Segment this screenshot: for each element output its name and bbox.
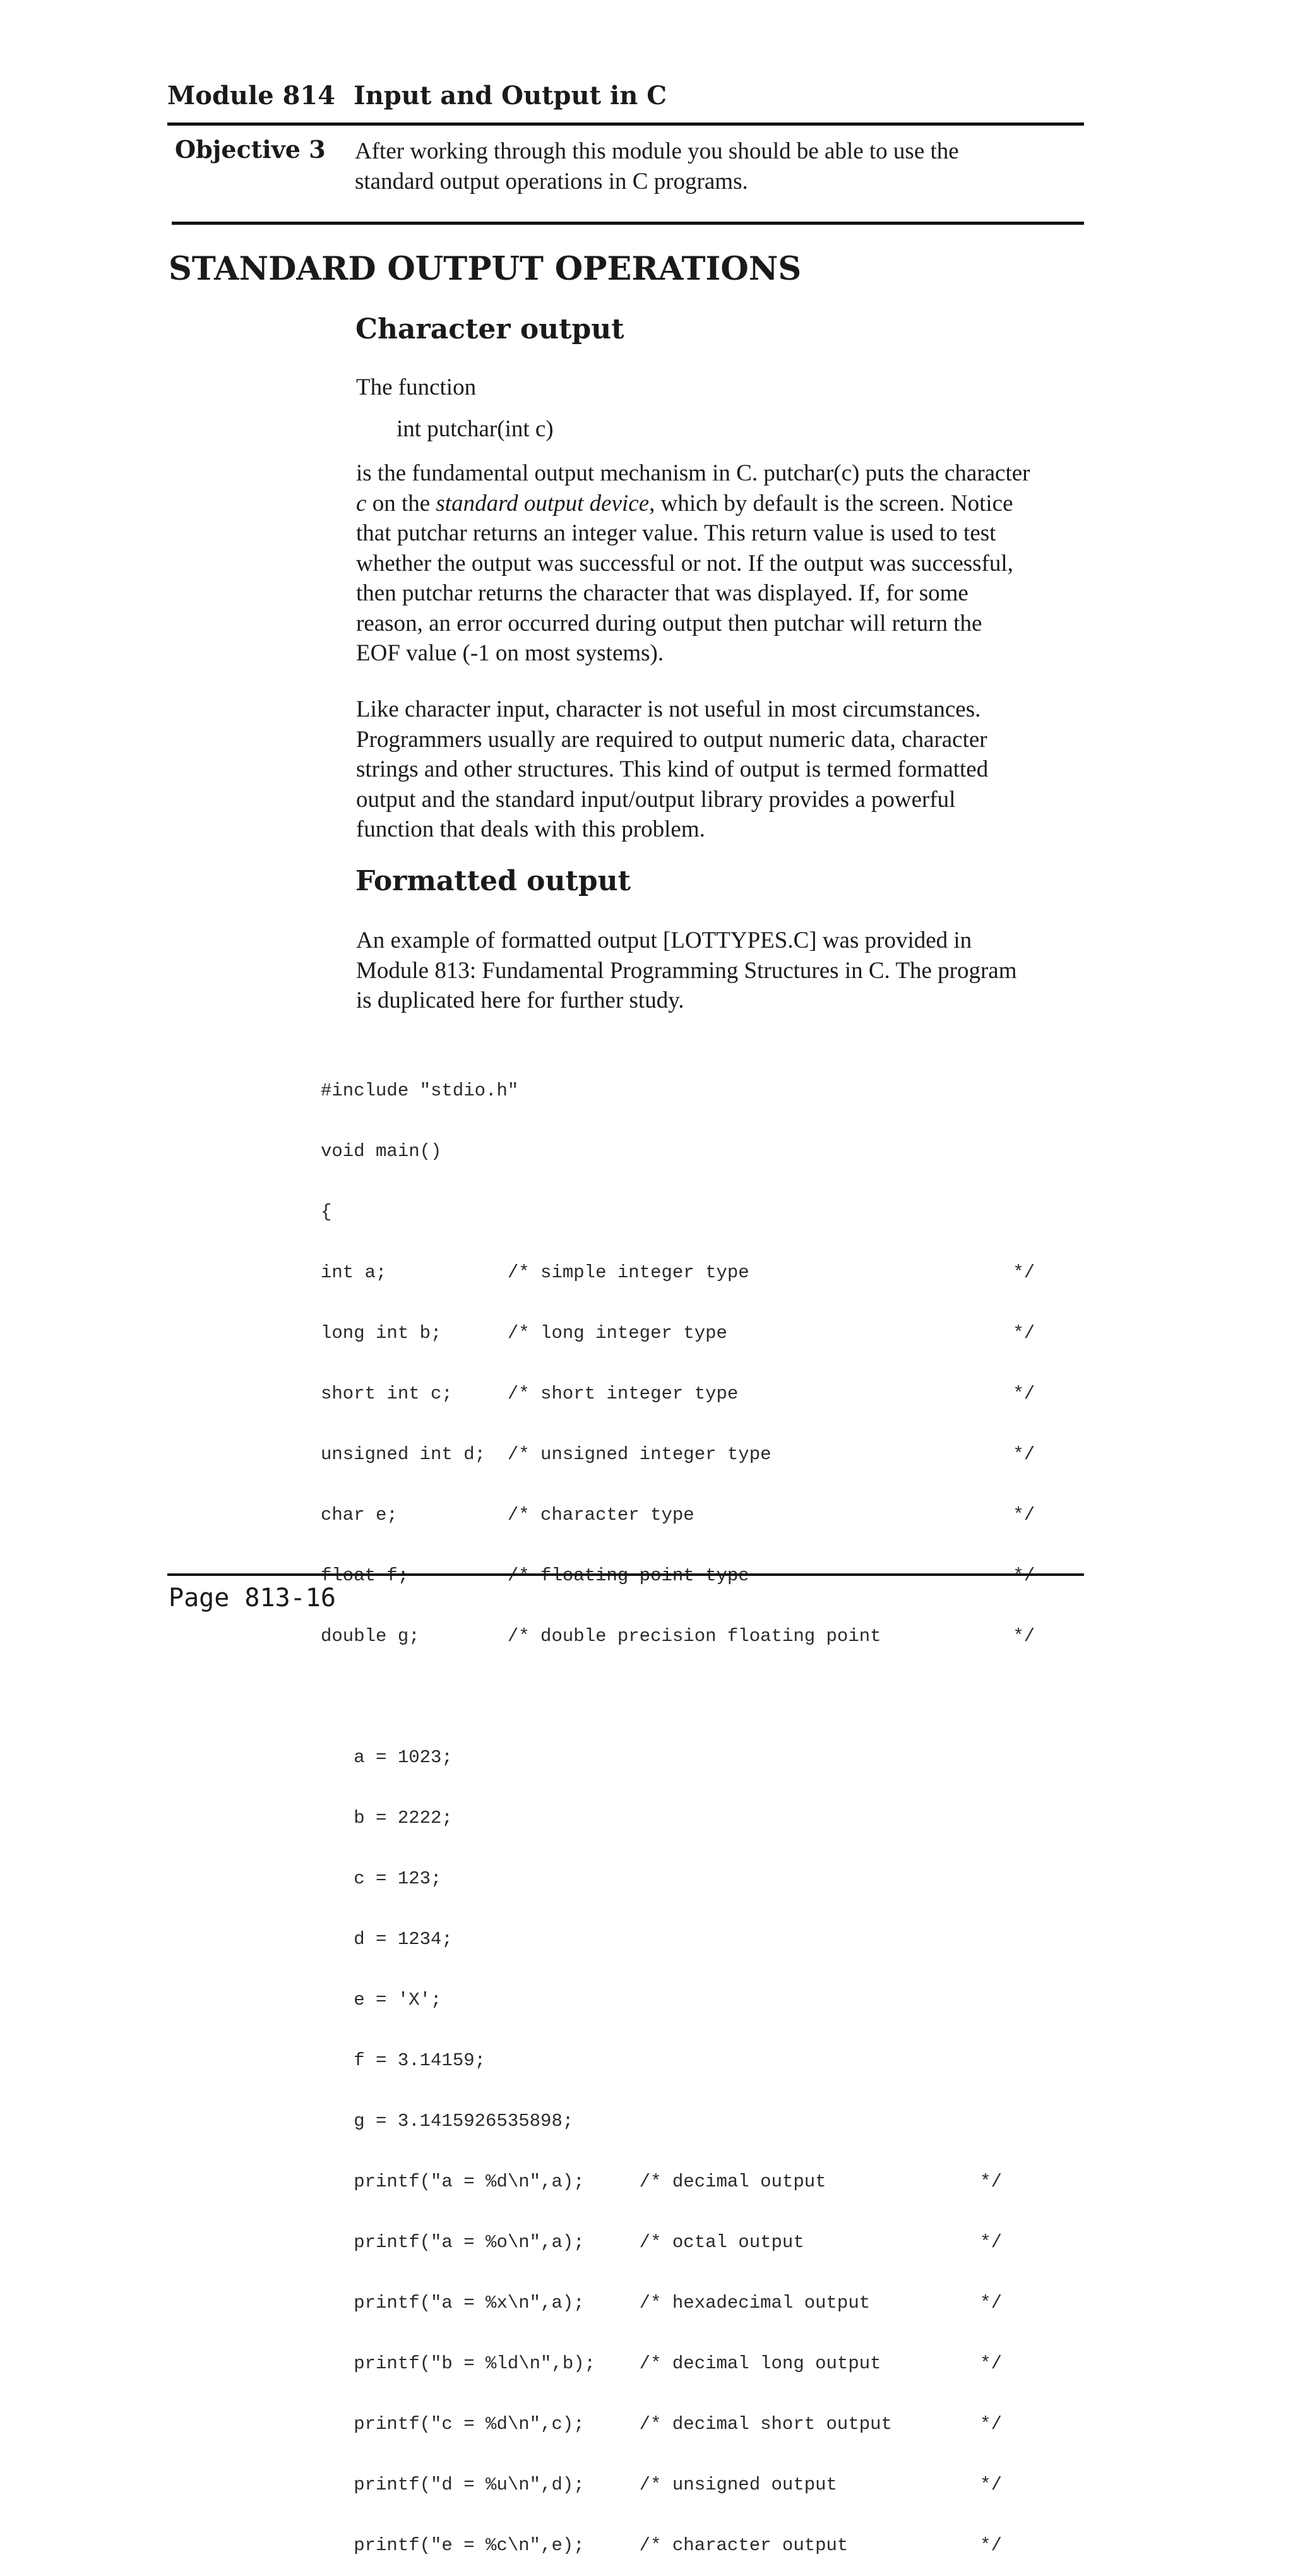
code-line: printf("c = %d\n",c); /* decimal short output */: [321, 2414, 1002, 2435]
code-line: [321, 1687, 1091, 1707]
code-line: printf("a = %d\n",a); /* decimal output */: [321, 2171, 1002, 2192]
code-line: printf("d = %u\n",d); /* unsigned output */: [321, 2474, 1002, 2495]
code-line: d = 1234;: [321, 1929, 453, 1950]
paragraph-line: whether the output was successful or not. If the output was successful,: [356, 550, 1013, 576]
code-line: unsigned int d; /* unsigned integer type */: [321, 1444, 1035, 1465]
code-line: long int b; /* long integer type */: [321, 1323, 1035, 1344]
italic-c: c: [356, 490, 367, 516]
paragraph-line: Programmers usually are required to output numeric data, character: [356, 726, 987, 753]
paragraph-line: that putchar returns an integer value. This return value is used to test: [356, 520, 996, 546]
paragraph-line: Like character input, character is not useful in most circumstances.: [356, 696, 981, 722]
code-line: printf("a = %x\n",a); /* hexadecimal output */: [321, 2293, 1002, 2313]
paragraph-line-mixed: c on the standard output device, which by default is the screen. Notice: [356, 490, 1013, 516]
code-line: c = 123;: [321, 1868, 442, 1889]
module-header: [167, 81, 1083, 121]
code-line: printf("a = %o\n",a); /* octal output */: [321, 2232, 1002, 2253]
code-line: double g; /* double precision floating point */: [321, 1626, 1035, 1647]
code-line: void main(): [321, 1141, 442, 1162]
code-line: printf("e = %c\n",e); /* character output */: [321, 2535, 1002, 2556]
code-line: [321, 1566, 1091, 1586]
section-title: STANDARD OUTPUT OPERATIONS: [169, 250, 802, 288]
paragraph-line: reason, an error occurred during output then putchar will return the: [356, 610, 982, 636]
paragraph-lottypes: [356, 926, 1088, 1016]
code-line: a = 1023;: [321, 1747, 453, 1768]
module-label: Module 814: [167, 81, 336, 110]
footer-rule: [167, 1573, 1084, 1576]
objective-text-line: After working through this module you should be able to use the: [355, 138, 959, 164]
code-line: f = 3.14159;: [321, 2050, 486, 2071]
paragraph-line: function that deals with this problem.: [356, 816, 705, 842]
paragraph-line: An example of formatted output [LOTTYPES.C] was provided in: [356, 927, 972, 953]
module-title: Input and Output in C: [354, 81, 667, 110]
paragraph-line: is duplicated here for further study.: [356, 987, 684, 1013]
paragraph-line: then putchar returns the character that was displayed. If, for some: [356, 580, 968, 606]
italic-phrase: standard output device: [436, 490, 650, 516]
code-line: g = 3.1415926535898;: [321, 2111, 574, 2132]
paragraph-line: is the fundamental output mechanism in C. putchar(c) puts the character: [356, 460, 1030, 486]
code-line: int a; /* simple integer type */: [321, 1262, 1035, 1283]
subheading-character-output: Character output: [355, 313, 624, 345]
objective-label: Objective 3: [175, 135, 326, 164]
code-line: b = 2222;: [321, 1808, 453, 1828]
code-line: e = 'X';: [321, 1989, 442, 2010]
paragraph-line: Module 813: Fundamental Programming Structures in C. The program: [356, 957, 1017, 984]
objective-rule: [172, 222, 1084, 225]
code-line: {: [321, 1202, 332, 1222]
paragraph-line: output and the standard input/output library provides a powerful: [356, 786, 956, 813]
paragraph-line: strings and other structures. This kind of output is termed formatted: [356, 756, 989, 782]
function-signature: int putchar(int c): [396, 416, 554, 442]
objective-text-line: standard output operations in C programs.: [355, 169, 748, 194]
code-line: printf("b = %ld\n",b); /* decimal long output */: [321, 2353, 1002, 2374]
code-line: char e; /* character type */: [321, 1505, 1035, 1525]
subheading-formatted-output: Formatted output: [355, 865, 631, 897]
header-rule: [167, 122, 1084, 126]
paragraph-formatted-intro: [356, 695, 1088, 845]
paragraph-putchar: [356, 458, 1088, 669]
code-line: short int c; /* short integer type */: [321, 1383, 1035, 1404]
code-listing: [321, 1041, 1091, 2576]
objective-text: [355, 136, 1075, 197]
code-line: #include "stdio.h": [321, 1080, 519, 1101]
paragraph-line: EOF value (-1 on most systems).: [356, 640, 664, 666]
intro-text: The function: [356, 374, 477, 400]
page-number: Page 813-16: [169, 1583, 336, 1613]
